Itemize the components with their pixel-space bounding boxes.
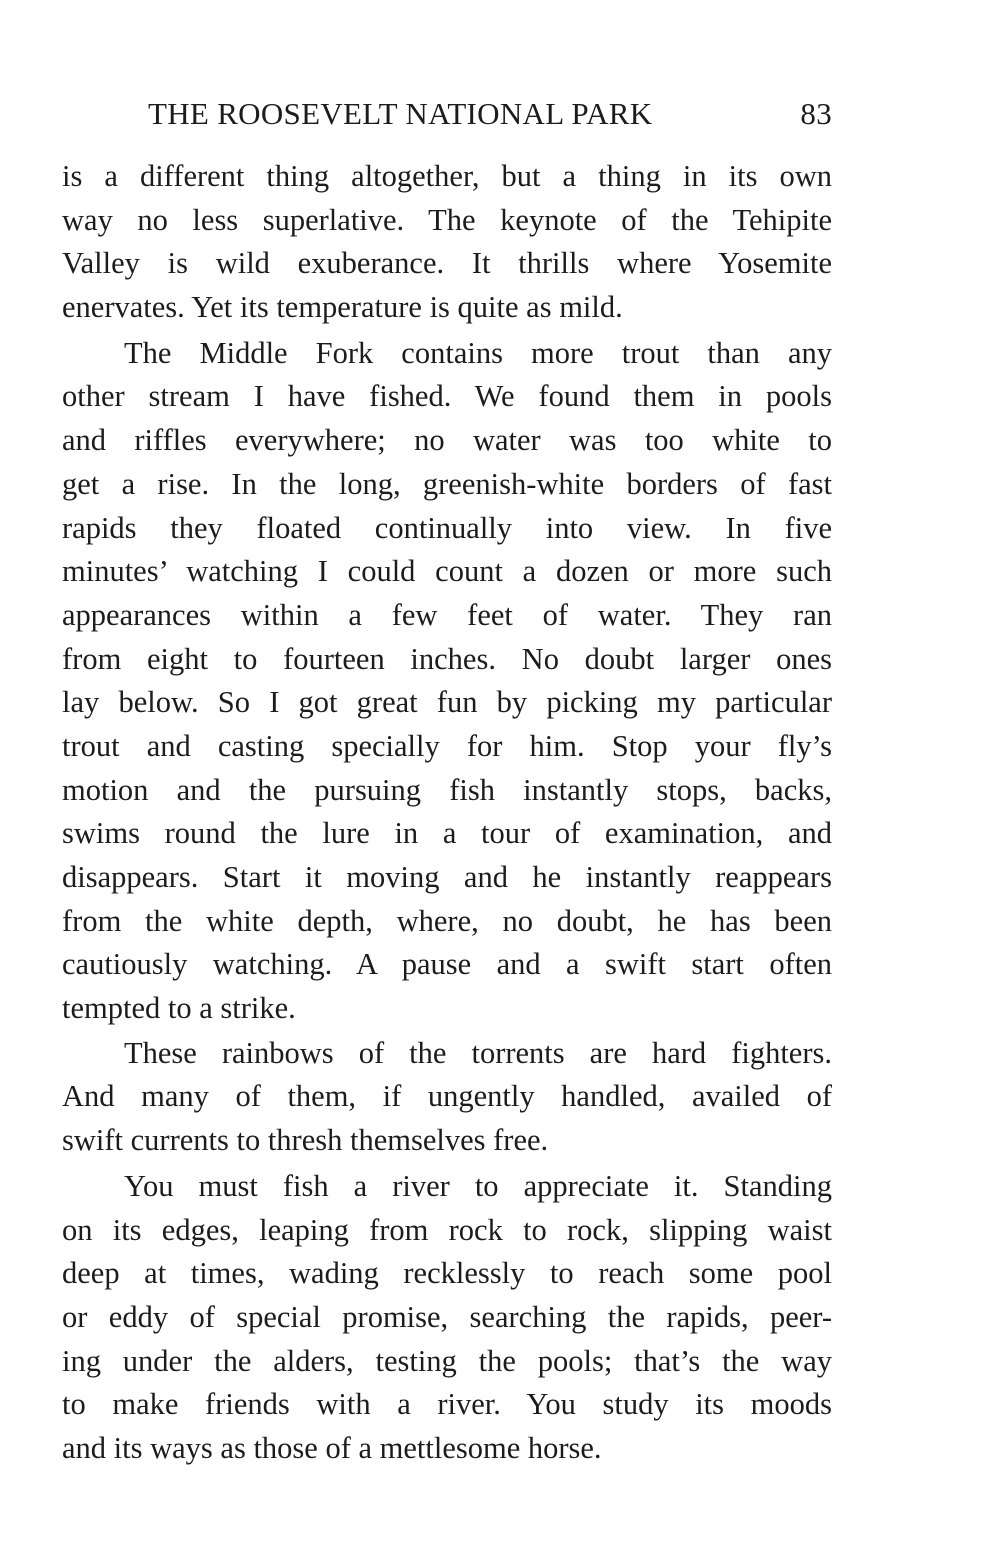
text-line: and riffles everywhere; no water was too white to [62,423,832,458]
text-line: motion and the pursuing fish instantly stops, backs, [62,772,832,807]
text-line: get a rise. In the long, greenish-white borders of fast [62,466,832,501]
text-line: Valley is wild exuberance. It thrills where Yosemite [62,246,832,281]
paragraph-1 [62,155,832,330]
text-line: minutes’ watching I could count a dozen or more such [62,554,832,589]
text-line: The Middle Fork contains more trout than any [124,335,832,370]
text-line: deep at times, wading recklessly to reach some pool [62,1256,832,1291]
text-line: tempted to a strike. [62,991,296,1026]
text-line: enervates. Yet its temperature is quite as mild. [62,290,623,325]
text-line: way no less superlative. The keynote of the Tehipite [62,202,832,237]
paragraph-3 [62,1032,832,1163]
page-number: 83 [800,96,832,131]
paragraph-2 [62,332,832,1031]
text-line: rapids they floated continually into view. In five [62,510,832,545]
text-line: trout and casting specially for him. Stop your fly’s [62,728,832,763]
text-line: cautiously watching. A pause and a swift start often [62,947,832,982]
text-line: from the white depth, where, no doubt, he has been [62,903,832,938]
text-line: or eddy of special promise, searching the rapids, peer- [62,1299,832,1334]
text-line: These rainbows of the torrents are hard fighters. [124,1035,832,1070]
text-line: swift currents to thresh themselves free. [62,1123,549,1158]
text-line: is a different thing altogether, but a thing in its own [62,159,832,193]
running-title: THE ROOSEVELT NATIONAL PARK [148,96,653,131]
paragraph-4 [62,1165,832,1471]
text-line: ing under the alders, testing the pools; that’s the way [62,1343,832,1378]
text-line: lay below. So I got great fun by picking my particular [62,685,832,720]
text-line: to make friends with a river. You study its moods [62,1387,832,1422]
running-head [62,96,832,140]
text-line: from eight to fourteen inches. No doubt larger ones [62,641,832,676]
text-line: disappears. Start it moving and he instantly reappears [62,860,832,894]
text-line: And many of them, if ungently handled, availed of [62,1079,832,1114]
text-line: swims round the lure in a tour of examination, and [62,816,832,851]
text-line: You must fish a river to appreciate it. Standing [124,1168,832,1203]
text-line: appearances within a few feet of water. They ran [62,597,832,632]
text-line: other stream I have fished. We found them in pools [62,379,832,414]
text-line: on its edges, leaping from rock to rock, slipping waist [62,1212,832,1247]
body-text [62,155,832,1471]
text-line: and its ways as those of a mettlesome horse. [62,1430,602,1465]
